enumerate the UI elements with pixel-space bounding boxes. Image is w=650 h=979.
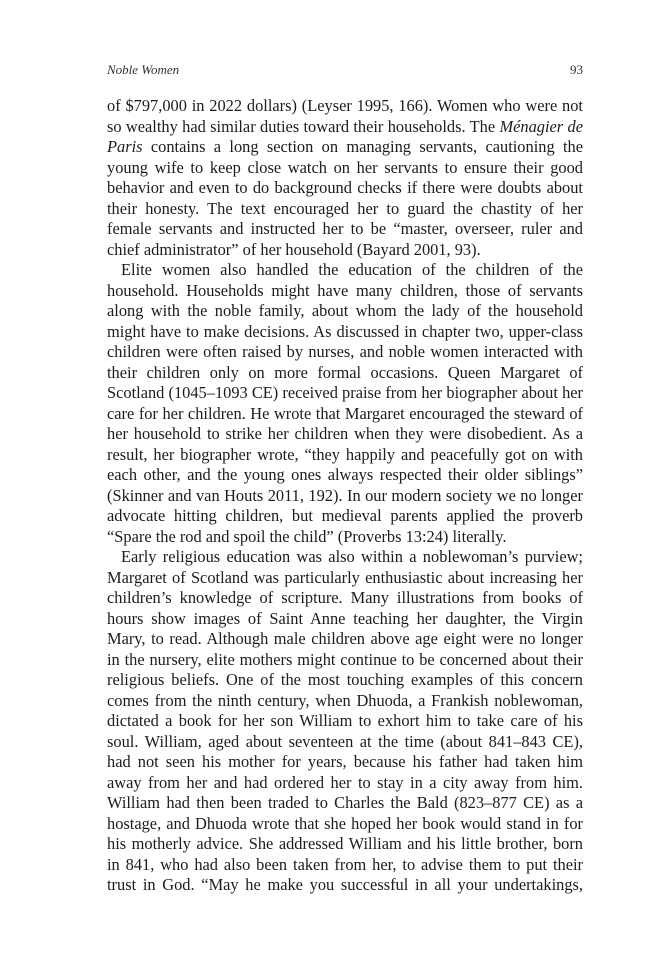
paragraph-2: Elite women also handled the education of the children of the household. Households might have many children, those of servants along with the noble family, about whom the lady of the household might have to make decisions. As discussed in chapter two, upper-class children were often raised by nurses, and noble women interacted with their children only on more formal occasions. Queen Margaret of Scotland (1045–1093 CE) received praise from her biographer about her care for her children. He wrote that Margaret encouraged the steward of her household to strike her children when they were disobedient. As a result, her biographer wrote, “they happily and peacefully got on with each other, and the young ones always respected their older siblings” (Skinner and van Houts 2011, 192). In our modern society we no longer advocate hitting children, but medieval parents applied the proverb “Spare the rod and spoil the child” (Proverbs 13:24) literally. — [107, 260, 583, 546]
paragraph-1-text-a: of $797,000 in 2022 dollars) (Leyser 1995, 166). Women who were not so wealthy had similar duties toward their households. The — [107, 96, 583, 136]
paragraph-1 — [107, 96, 583, 260]
paragraph-1-text-b: contains a long section on managing servants, cautioning the young wife to keep close watch on her servants to ensure their good behavior and even to do background checks if there were doubts about their honesty. The text encouraged her to guard the chastity of her female servants and instructed her to be “master, overseer, ruler and chief administrator” of her household (Bayard 2001, 93). — [107, 137, 583, 259]
running-title: Noble Women — [107, 62, 180, 77]
page-number: 93 — [570, 62, 583, 77]
running-head — [107, 62, 583, 80]
book-title-menagier: Ménagier de Paris — [107, 116, 583, 156]
book-page — [107, 62, 583, 896]
paragraph-3: Early religious education was also within a noblewoman’s purview; Margaret of Scotland was particularly enthusiastic about increasing her children’s knowledge of scripture. Many illustrations from books of hours show images of Saint Anne teaching her daughter, the Virgin Mary, to read. Although male children above age eight were no longer in the nursery, elite mothers might continue to be concerned about their religious beliefs. One of the most touching examples of this concern comes from the ninth century, when Dhuoda, a Frankish noblewoman, dictated a book for her son William to exhort him to take care of his soul. William, aged about seventeen at the time (about 841–843 CE), had not seen his mother for years, because his father had taken him away from her and had ordered her to stay in a city away from him. William had then been traded to Charles the Bald (823–877 CE) as a hostage, and Dhuoda wrote that she hoped her book would stand in for his motherly advice. She addressed William and his little brother, born in 841, who had also been taken from her, to advise them to put their trust in God. “May he make you successful in all your undertakings, — [107, 547, 583, 894]
body-text — [107, 96, 583, 896]
